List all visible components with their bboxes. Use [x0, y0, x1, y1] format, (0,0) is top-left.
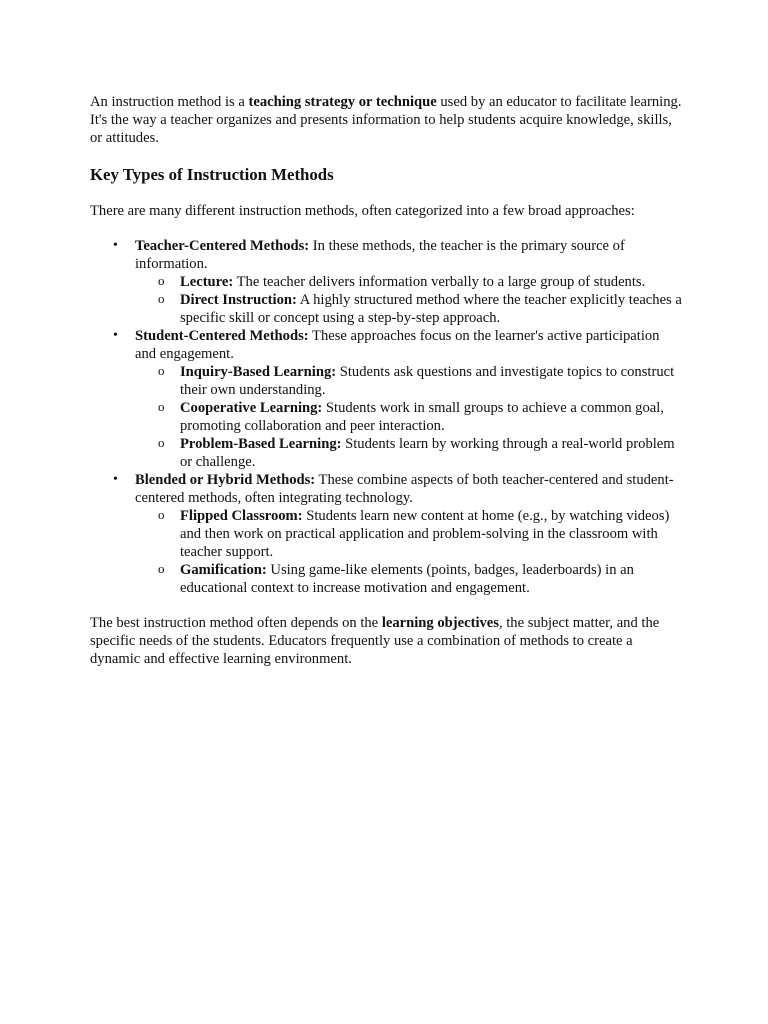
item-label: Lecture:: [180, 274, 234, 290]
item-label: Gamification:: [180, 562, 267, 578]
category-label: Student-Centered Methods:: [135, 328, 309, 344]
item-text: Students ask questions and investigate topics to construct their own understanding.: [180, 364, 675, 398]
list-item-inquiry-based: [158, 363, 682, 399]
sub-bullet-icon: o: [158, 273, 165, 288]
item-label: Flipped Classroom:: [180, 508, 303, 524]
list-item-gamification: [158, 561, 682, 597]
closing-text-before: The best instruction method often depends on the: [90, 615, 382, 631]
item-label: Problem-Based Learning:: [180, 436, 342, 452]
closing-bold-term: learning objectives: [381, 615, 499, 631]
sub-list: [135, 273, 682, 327]
document-body: [90, 93, 682, 668]
sub-list: [135, 363, 682, 471]
category-text: These combine aspects of both teacher-centered and student-centered methods, often integrating technology.: [135, 472, 674, 506]
sub-bullet-icon: o: [158, 291, 165, 306]
category-label: Blended or Hybrid Methods:: [135, 472, 316, 488]
item-text: Students learn by working through a real-world problem or challenge.: [180, 436, 675, 470]
list-item-lecture: [158, 273, 682, 291]
sub-bullet-icon: o: [158, 507, 165, 522]
list-item-blended-hybrid: [113, 471, 682, 597]
sub-bullet-icon: o: [158, 399, 165, 414]
item-text: Students work in small groups to achieve a common goal, promoting collaboration and peer interaction.: [180, 400, 664, 434]
category-text: These approaches focus on the learner's active participation and engagement.: [135, 328, 660, 362]
item-text: Students learn new content at home (e.g., by watching videos) and then work on practical application and problem-solving in the classroom with teacher support.: [180, 508, 670, 560]
category-label: Teacher-Centered Methods:: [135, 238, 310, 254]
lead-paragraph: There are many different instruction methods, often categorized into a few broad approaches:: [90, 203, 635, 219]
sub-bullet-icon: o: [158, 435, 165, 450]
bullet-icon: •: [113, 328, 118, 343]
list-item-teacher-centered: [113, 237, 682, 327]
closing-text-after: , the subject matter, and the specific needs of the students. Educators frequently use a combination of methods to create a dynamic and effective learning environment.: [90, 615, 660, 667]
list-item-cooperative: [158, 399, 682, 435]
bullet-icon: •: [113, 472, 118, 487]
closing-paragraph: [90, 614, 682, 668]
category-text: In these methods, the teacher is the primary source of information.: [135, 238, 625, 272]
intro-bold-term: teaching strategy or technique: [248, 94, 437, 110]
item-text: The teacher delivers information verbally to a large group of students.: [233, 274, 646, 290]
item-label: Cooperative Learning:: [180, 400, 323, 416]
intro-text-before: An instruction method is a: [90, 94, 249, 110]
item-text: Using game-like elements (points, badges, leaderboards) in an educational context to increase motivation and engagement.: [180, 562, 634, 596]
intro-text-after: used by an educator to facilitate learning. It's the way a teacher organizes and presents information to help students acquire knowledge, skills, or attitudes.: [90, 94, 682, 146]
item-label: Direct Instruction:: [180, 292, 297, 308]
list-item-flipped-classroom: [158, 507, 682, 561]
bullet-icon: •: [113, 238, 118, 253]
methods-list: [90, 237, 682, 597]
sub-bullet-icon: o: [158, 363, 165, 378]
list-item-student-centered: [113, 327, 682, 471]
section-heading: Key Types of Instruction Methods: [90, 165, 334, 184]
list-item-direct-instruction: [158, 291, 682, 327]
sub-list: [135, 507, 682, 597]
list-item-problem-based: [158, 435, 682, 471]
item-text: A highly structured method where the teacher explicitly teaches a specific skill or concept using a step-by-step approach.: [180, 292, 682, 326]
intro-paragraph: [90, 93, 682, 147]
item-label: Inquiry-Based Learning:: [180, 364, 337, 380]
sub-bullet-icon: o: [158, 561, 165, 576]
